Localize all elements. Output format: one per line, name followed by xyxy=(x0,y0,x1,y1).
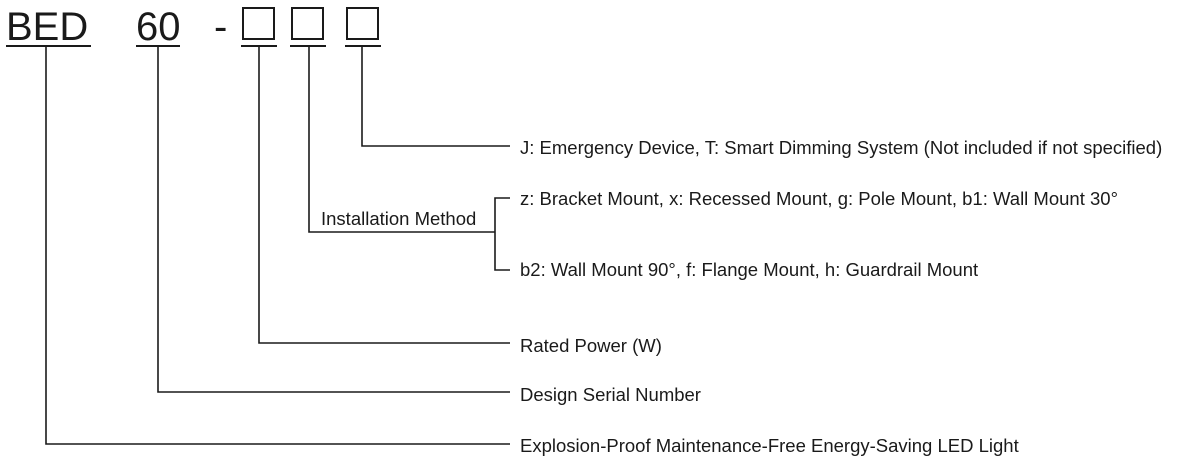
code-box-installation xyxy=(292,8,323,39)
label-installation-method: Installation Method xyxy=(321,208,477,229)
code-box-extra-option xyxy=(347,8,378,39)
code-prefix: BED xyxy=(6,5,89,49)
code-power-value: 60 xyxy=(136,5,181,49)
code-box-rated-power xyxy=(243,8,274,39)
desc-rated-power: Rated Power (W) xyxy=(520,335,662,356)
desc-design-serial: Design Serial Number xyxy=(520,384,701,405)
desc-product-name: Explosion-Proof Maintenance-Free Energy-Saving LED Light xyxy=(520,435,1019,456)
connector-product-name xyxy=(46,46,510,444)
connector-rated-power xyxy=(259,46,510,343)
desc-installation-options-2: b2: Wall Mount 90°, f: Flange Mount, h: Guardrail Mount xyxy=(520,259,979,280)
desc-installation-options-1: z: Bracket Mount, x: Recessed Mount, g: Pole Mount, b1: Wall Mount 30° xyxy=(520,188,1118,209)
installation-bracket xyxy=(495,198,510,270)
code-dash: - xyxy=(214,5,228,49)
desc-extra-option: J: Emergency Device, T: Smart Dimming System (Not included if not specified) xyxy=(520,137,1163,158)
connector-installation xyxy=(309,46,495,232)
connector-extra-option xyxy=(362,46,510,146)
